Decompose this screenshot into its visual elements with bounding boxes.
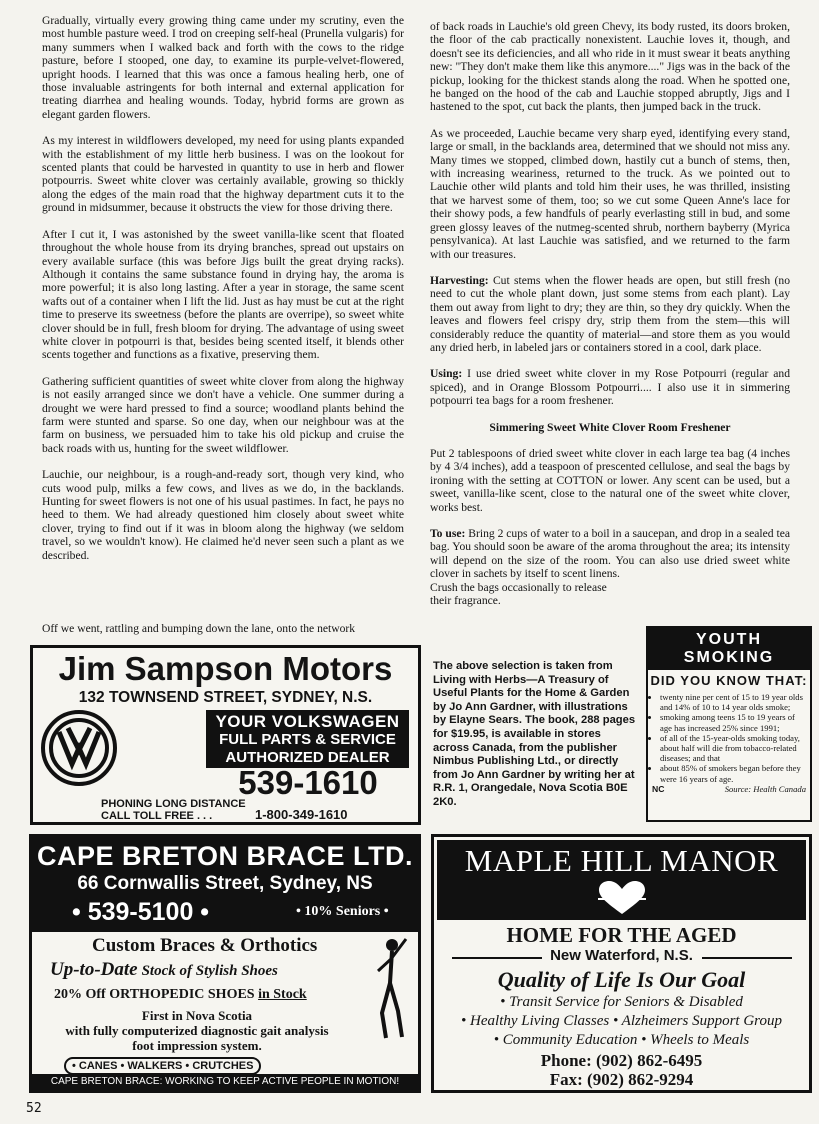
youth-smoking-list [648, 692, 810, 784]
cbb-instock: in Stock [258, 987, 307, 1002]
article-paragraph: As we proceeded, Lauchie became very sharp eyed, identifying every stand, large or small, in the backlands area, determined that we should not miss any. Many times we stopped, climbed down, hastily cut a bunch of stems, then, with increasing weariness, returned to the truck. As we pointed out to Lauchie other wild plants and told him their uses, he was thrilled, insisting that we harvest some of them, too; so we cut some Queen Anne's lace for their showy pods, a few handfuls of pearly everlasting still in bud, and some green glossy leaves of the nutmeg-scented shrub, northern bayberry (Myrica pensylvanica). At last Lauchie was satisfied, and we returned to the farm with our treasures. [430, 126, 790, 261]
cape-breton-brace-ad [29, 834, 421, 1093]
toll-free-label: CALL TOLL FREE . . . [101, 810, 213, 822]
maple-hill-manor-ad [431, 834, 812, 1093]
harvesting-text: Cut stems when the flower heads are open, but still fresh (no need to cut the whole plant down, just some stems from each plant). Lay them out away from light to dry; they are thin, so they dry quickly. When the leaves and flowers feel crispy dry, strip them from the stem—this will considerably reduce the quantity of material—and store them as you would any dried herb, in labeled jars or containers stored in a cool, dark place. [430, 273, 790, 354]
cbb-address: 66 Cornwallis Street, Sydney, NS [77, 873, 373, 894]
using-heading: Using: [430, 367, 463, 381]
cbb-items: • CANES • WALKERS • CRUTCHES [64, 1057, 261, 1075]
divider-line [452, 957, 542, 959]
maple-phone: Phone: (902) 862-6495 [540, 1051, 703, 1070]
nc-mark: NC [652, 783, 665, 794]
maple-service: • Transit Service for Seniors & Disabled [500, 994, 743, 1010]
youth-smoking-box [646, 626, 812, 822]
article-paragraph: After I cut it, I was astonished by the sweet vanilla-like scent that floated throughout the whole house from its drying branches, spread out upstairs on every available surface (this was before Jigs built the great drying racks). Although it contains the same substance found in drying hay, the aroma is more powerful; it is also long lasting. After a year in storage, the same scent wafts out of a container when I lift the lid. Just as hay must be cut at the right time to preserve its sweetness (before the plants are overripe), so sweet white clover should be in full, fresh bloom for drying. The advantage of using sweet white clover in potpourri is that, besides being scented itself, it blends other scents together and functions as a fixative, preserving them. [42, 227, 405, 362]
cbb-stock-line [50, 959, 278, 981]
cbb-foot: foot impression system. [132, 1038, 262, 1053]
cbb-ortho-line [54, 987, 307, 1003]
article-paragraph: Gradually, virtually every growing thing came under my scrutiny, even the most humble pasture weed. I trod on creeping self-heal (Prunella vulgaris) for many summers when I walked back and forth with the cows to the ridge pasture, before I stooped, one day, to examine its purple-velvet-flowered, upright hoods. I learned that this was once a famous healing herb, one of those invaluable astringents for both internal and external application for treating diarrhea and healing wounds. Today, hybrid forms are grown as elegant garden flowers. [42, 14, 404, 121]
maple-header [437, 840, 806, 920]
article-paragraph: Lauchie, our neighbour, is a rough-and-ready sort, though very kind, who cuts wood pulp, milks a few cows, and lives as we do, in the backlands. Hunting for sweet flowers is not one of his usual pastimes. In fact, he pays no heed to them. We had already questioned him closely about sweet white clover, trying to find out if it was in bloom along the highway (we seldom travel, so we wouldn't know). He claimed he'd never seen such a plant as we described. [42, 468, 404, 562]
youth-source: Source: Health Canada [724, 783, 806, 794]
cbb-name: CAPE BRETON BRACE LTD. [36, 841, 413, 871]
youth-fact: • twenty nine per cent of 15 to 19 year olds and 14% of 10 to 14 year olds smoke; [660, 692, 806, 712]
cbb-tagline: CAPE BRETON BRACE: WORKING TO KEEP ACTIVE PEOPLE IN MOTION! [32, 1074, 418, 1090]
long-distance-label: PHONING LONG DISTANCE [101, 798, 246, 810]
vw-logo [41, 710, 117, 786]
article-paragraph: Gathering sufficient quantities of sweet white clover from along the highway is not easily arranged since we don't have a vehicle. One summer during a drought we were hard pressed to find a source; woodland plants behind the farm were stunted and sparse. So one day, when our neighbour was at the farm on business, we persuaded him to take his old pickup and cruise the back roads with us, hunting for the sweet wildflower. [42, 374, 404, 455]
harvesting-paragraph [430, 274, 790, 354]
jim-sampson-ad [30, 645, 421, 825]
touse-heading: To use: [430, 527, 466, 540]
cbb-custom: Custom Braces & Orthotics [92, 935, 318, 956]
touse-text: Bring 2 cups of water to a boil in a saucepan, and drop in a sealed tea bag. You should soon be aware of the aroma throughout the area; its intensity will depend on the size of the room. You can also use dried sweet white clover in sachets by itself to scent linens. [430, 527, 790, 581]
using-text: I use dried sweet white clover in my Rose Potpourri (regular and spiced), and in Orange Blossom Potpourri.... I also use it in simmering potpourri tea bags for a room freshener. [430, 367, 791, 408]
maple-fax: Fax: (902) 862-9294 [549, 1070, 694, 1089]
article-right-column [430, 20, 790, 607]
youth-smoking-subtitle: DID YOU KNOW THAT: [650, 673, 808, 688]
dealer-line: YOUR VOLKSWAGEN [215, 712, 400, 731]
using-paragraph [430, 367, 790, 407]
divider-line [702, 957, 792, 959]
cbb-ortho: 20% Off ORTHOPEDIC SHOES [54, 987, 255, 1002]
article-paragraph: of back roads in Lauchie's old green Chevy, its body rusted, its doors broken, the floor of the cab practically nonexistent. Lauchie loves it, though, and doesn't see its deficiencies, and all who ride in it must swear it beats anything new: "They don't make them like this anymore...." Jigs was in the back of the pickup, looking for the thickest stands along the road. When he spotted one, he banged on the hood of the cab and Lauchie stopped abruptly, Jigs and I hastened to the spot, cut back the plants, then jumped back in the truck. [430, 20, 790, 114]
youth-smoking-title: YOUTH SMOKING [648, 628, 810, 670]
touse-tail: their fragrance. [430, 594, 501, 608]
cbb-fully: with fully computerized diagnostic gait analysis [65, 1023, 329, 1038]
dealer-line: FULL PARTS & SERVICE [219, 731, 396, 748]
cbb-first: First in Nova Scotia [141, 1008, 253, 1023]
vw-icon [45, 714, 113, 782]
cbb-seniors: • 10% Seniors • [296, 904, 389, 919]
maple-name: MAPLE HILL MANOR [464, 843, 779, 878]
dealer-line: AUTHORIZED DEALER [225, 749, 390, 766]
youth-fact: • smoking among teens 15 to 19 years of age has increased 25% since 1991; [660, 712, 806, 732]
maple-service: • Healthy Living Classes • Alzheimers Support Group [461, 1013, 782, 1029]
article-paragraph: Off we went, rattling and bumping down the lane, onto the network [42, 622, 356, 635]
recipe-paragraph: Put 2 tablespoons of dried sweet white clover in each large tea bag (4 inches by 4 3/4 inches), add a teaspoon of prescented cellulose, and seal the bags by ironing with the setting at COTTON or lower. Any scent can be used, but a sweet, vanilla-like scent, close to the natural one of the sweet white clover, works best. [430, 446, 790, 514]
recipe-title: Simmering Sweet White Clover Room Freshener [489, 420, 731, 434]
touse-tail: Crush the bags occasionally to release [430, 580, 607, 594]
youth-fact: • of all of the 15-year-olds smoking today, about half will die from tobacco-related diseases; and that [660, 733, 806, 764]
maple-home: HOME FOR THE AGED [506, 923, 737, 947]
runner-illustration [372, 933, 412, 1043]
cbb-uptodate: Up-to-Date [50, 959, 138, 980]
jim-sampson-phone: 539-1610 [238, 764, 378, 801]
page-number: 52 [26, 1101, 42, 1116]
source-note: The above selection is taken from Living with Herbs—A Treasury of Useful Plants for the Home & Garden by Jo Ann Gardner, with illustrations by Elayne Sears. The book, 288 pages for $19.95, is available in stores across Canada, from the publisher Nimbus Publishing Ltd., or directly from Jo Ann Gardner by writing her at R.R. 1, Orangedale, Nova Scotia B0E 2K0. [433, 660, 636, 808]
heart-icon [597, 881, 647, 915]
harvesting-heading: Harvesting: [430, 273, 489, 287]
jim-sampson-name: Jim Sampson Motors [58, 650, 393, 687]
maple-quality: Quality of Life Is Our Goal [497, 967, 746, 992]
cbb-header [32, 837, 418, 932]
maple-service: • Community Education • Wheels to Meals [493, 1032, 750, 1048]
jim-sampson-address: 132 TOWNSEND STREET, SYDNEY, N.S. [78, 689, 373, 706]
toll-free-number: 1-800-349-1610 [255, 807, 348, 822]
maple-town: New Waterford, N.S. [550, 947, 693, 964]
youth-fact: • about 85% of smokers began before they were 16 years of age. [660, 763, 806, 783]
dealer-banner [206, 710, 409, 768]
cbb-stock: Stock of Stylish Shoes [141, 963, 278, 979]
touse-paragraph [430, 527, 790, 581]
article-paragraph: As my interest in wildflowers developed, my need for using plants expanded with the establishment of my little herb business. I was on the lookout for scented plants that could be harvested in quantity to use in herb and flower potpourris. Sweet white clover was certainly available, growing so thickly along the edges of the main road that the highway department cuts it to the ground in midsummer, because it obstructs the view for those driving there. [42, 134, 404, 215]
cbb-phone: • 539-5100 • [72, 898, 210, 926]
article-left-column [42, 14, 405, 635]
